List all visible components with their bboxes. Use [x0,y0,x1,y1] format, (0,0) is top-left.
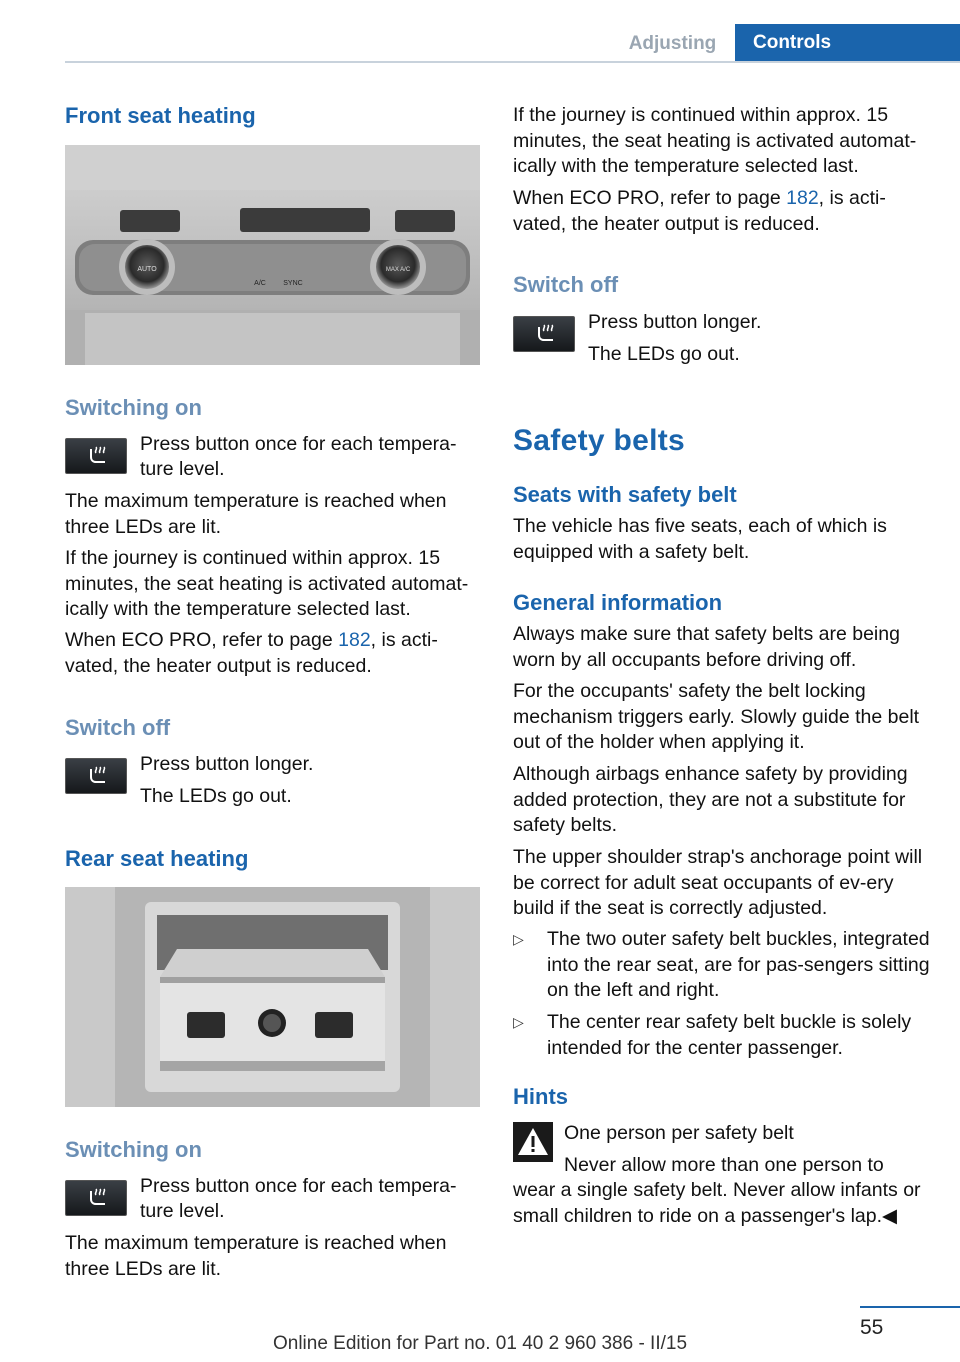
switch-off-rear-line1: Press button longer. [588,311,762,333]
bullet-marker: ▷ [513,931,524,947]
seat-heating-icon [65,1180,127,1216]
eco-pro-paragraph [65,628,483,679]
list-item [513,927,933,1007]
front-seat-heating-heading: Front seat heating [65,103,256,128]
eco-pro-suffix: , is acti‐vated, the heater output is reduced. [513,187,886,235]
journey-paragraph: If the journey is continued within approx. 15 minutes, the seat heating is activated automat‐ically with the temperature selected last. [65,547,469,620]
list-item [513,1010,933,1065]
hint-line-2: Never allow more than one person to [564,1154,884,1176]
journey-paragraph-right: If the journey is continued within approx. 15 minutes, the seat heating is activated automat‐ically with the temperature selected last. [513,104,917,177]
rear-panel-illustration [65,887,480,1107]
header-chapter-tab: Controls [735,24,960,61]
bullet-marker: ▷ [513,1014,524,1030]
seat-heating-icon [65,758,127,794]
hint-line-1: One person per safety belt [564,1122,794,1144]
general-paragraph-4: The upper shoulder strap's anchorage point will be correct for adult seat occupants of ev‐ery build if the seat is correctly adjusted. [513,846,923,919]
page-182-link[interactable]: 182 [338,629,371,651]
page-182-link[interactable]: 182 [786,187,819,209]
general-information-heading: General information [513,590,723,615]
auto-label: AUTO [137,266,157,273]
hints-heading: Hints [513,1084,568,1109]
ac-label: A/C [254,280,266,287]
general-paragraph-2: For the occupants' safety the belt locking mechanism triggers early. Slowly guide the belt out of the holder when applying it. [513,680,920,753]
general-paragraph-1: Always make sure that safety belts are being worn by all occupants before driving off. [513,623,900,671]
eco-pro-paragraph-right [513,186,933,237]
switching-on-heading-rear: Switching on [65,1137,202,1162]
max-ac-label: MAX A/C [385,267,411,273]
max-temp-paragraph: The maximum temperature is reached when three LEDs are lit. [65,490,447,538]
bullet-text: The center rear safety belt buckle is solely intended for the center passenger. [547,1011,912,1059]
switching-on-heading-front: Switching on [65,395,202,420]
front-panel-illustration [65,145,480,365]
footer-edition-text: Online Edition for Part no. 01 40 2 960 386 - II/15 [272,1333,688,1354]
seat-heating-icon [65,438,127,474]
switch-off-text-line1: Press button longer. [140,753,314,775]
switching-on-text-line2: ture level. [140,458,225,480]
front-climate-panel-image [65,145,480,365]
switching-on-rear-line2: ture level. [140,1200,225,1222]
safety-belts-heading: Safety belts [513,424,685,457]
header-rule [65,61,960,63]
footer-rule [860,1306,960,1308]
general-paragraph-3: Although airbags enhance safety by providing added protection, they are not a substitute for safety belts. [513,763,908,836]
eco-pro-prefix: When ECO PRO, refer to page [65,629,339,651]
switching-on-text-line1: Press button once for each tempera‐ [140,433,457,455]
page-number: 55 [860,1316,884,1339]
rear-seat-heating-image [65,887,480,1107]
eco-pro-prefix: When ECO PRO, refer to page [513,187,787,209]
switch-off-rear-line2: The LEDs go out. [588,343,740,365]
seats-with-safety-belt-heading: Seats with safety belt [513,482,737,507]
bullet-text: The two outer safety belt buckles, integrated into the rear seat, are for pas‐sengers sitting on the left and right. [547,928,930,1001]
switch-off-heading-front: Switch off [65,715,171,740]
sync-label: SYNC [283,280,303,287]
warning-icon [513,1122,553,1162]
seats-paragraph: The vehicle has five seats, each of which is equipped with a safety belt. [513,515,887,563]
switch-off-heading-rear: Switch off [513,272,619,297]
rear-seat-heating-heading: Rear seat heating [65,846,249,871]
header-section-tab: Adjusting [628,33,717,54]
eco-pro-suffix: , is acti‐vated, the heater output is reduced. [65,629,438,677]
seat-heating-icon [513,316,575,352]
switching-on-rear-line1: Press button once for each tempera‐ [140,1175,457,1197]
switch-off-text-line2: The LEDs go out. [140,785,292,807]
hint-paragraph: wear a single safety belt. Never allow infants or small children to ride on a passenger's lap.◀ [513,1179,921,1227]
max-temp-rear-paragraph: The maximum temperature is reached when three LEDs are lit. [65,1232,447,1280]
